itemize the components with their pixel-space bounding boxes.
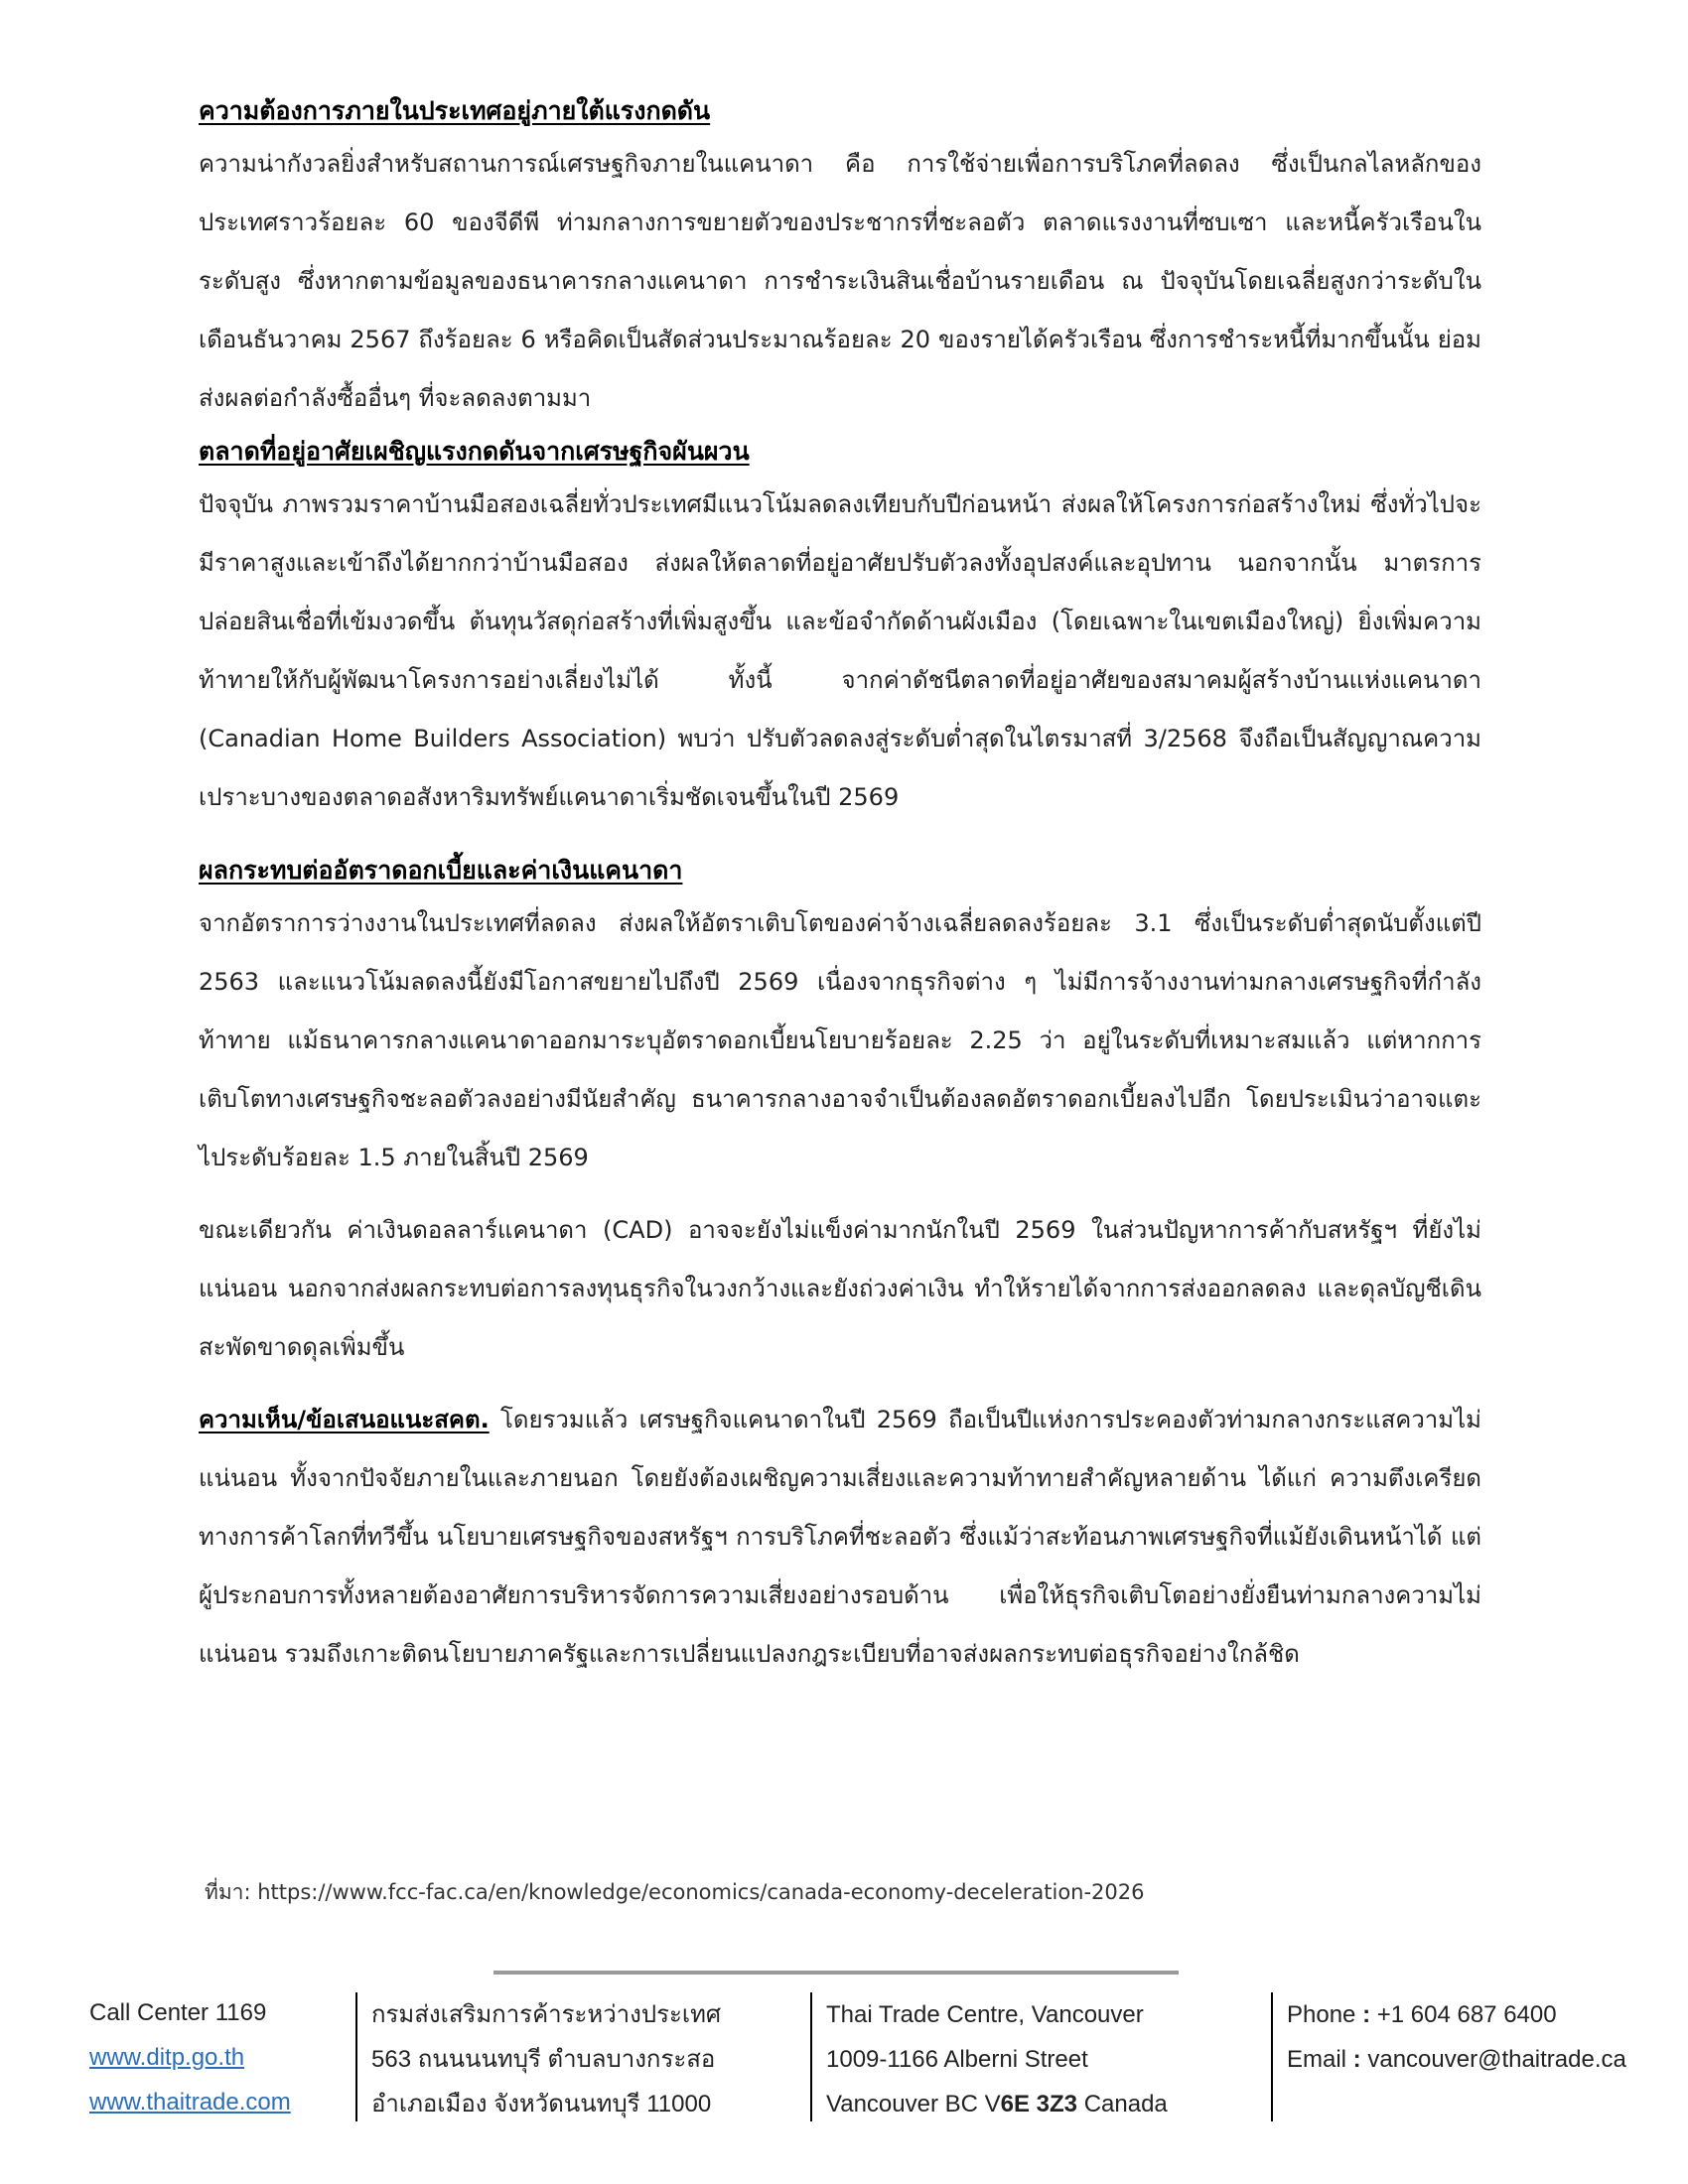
footer-contact-column: [89, 1990, 291, 2124]
phone-separator: :: [1355, 2001, 1377, 2028]
footer-vancouver-address-column: [810, 1992, 1168, 2121]
ditp-link[interactable]: www.ditp.go.th: [89, 2044, 245, 2071]
spacer: [199, 1377, 1481, 1391]
source-citation: ที่มา: https://www.fcc-fac.ca/en/knowledge/economics/canada-economy-deceleration-2026: [205, 1880, 1145, 1904]
section-heading-domestic-demand: ความต้องการภายในประเทศอยู่ภายใต้แรงกดดัน: [199, 96, 711, 125]
phone-number: +1 604 687 6400: [1376, 2001, 1557, 2028]
paragraph-domestic-demand: ความน่ากังวลยิ่งสำหรับสถานการณ์เศรษฐกิจภายในแคนาดา คือ การใช้จ่ายเพื่อการบริโภคที่ลดลง ซึ่งเป็นกลไลหลักของประเทศราวร้อยละ 60 ของจีดีพี ท่ามกลางการขยายตัวของประชากรที่ชะลอตัว ตลาดแรงงานที่ซบเซา และหนี้ครัวเรือนในระดับสูง ซึ่งหากตามข้อมูลของธนาคารกลางแคนาดา การชำระเงินสินเชื่อบ้านรายเดือน ณ ปัจจุบันโดยเฉลี่ยสูงกว่าระดับในเดือนธันวาคม 2567 ถึงร้อยละ 6 หรือคิดเป็นสัดส่วนประมาณร้อยละ 20 ของรายได้ครัวเรือน ซึ่งการชำระหนี้ที่มากขึ้นนั้น ย่อมส่งผลต่อกำลังซื้ออื่นๆ ที่จะลดลงตามมา: [199, 150, 1481, 412]
recommendation-label: ความเห็น/ข้อเสนอแนะสคต.: [199, 1406, 490, 1433]
footer-phone-email-column: [1271, 1992, 1626, 2121]
office-city-postal: [826, 2082, 1168, 2126]
ditp-address-line1: 563 ถนนนนทบุรี ตำบลบางกระสอ: [371, 2046, 716, 2073]
phone-line: [1287, 1992, 1626, 2037]
email-address[interactable]: vancouver@thaitrade.ca: [1367, 2046, 1626, 2073]
email-separator: :: [1346, 2046, 1368, 2073]
recommendation-text: โดยรวมแล้ว เศรษฐกิจแคนาดาในปี 2569 ถือเป็นปีแห่งการประคองตัวท่ามกลางกระแสความไม่แน่นอน ทั้งจากปัจจัยภายในและภายนอก โดยยังต้องเผชิญความเสี่ยงและความท้าทายสำคัญหลายด้าน ได้แก่ ความตึงเครียดทางการค้าโลกที่ทวีขึ้น นโยบายเศรษฐกิจของสหรัฐฯ การบริโภคที่ชะลอตัว ซึ่งแม้ว่าสะท้อนภาพเศรษฐกิจที่แม้ยังเดินหน้าได้ แต่ผู้ประกอบการทั้งหลายต้องอาศัยการบริหารจัดการความเสี่ยงอย่างรอบด้าน เพื่อให้ธุรกิจเติบโตอย่างยั่งยืนท่ามกลางความไม่แน่นอน รวมถึงเกาะติดนโยบายภาครัฐและการเปลี่ยนแปลงกฎระเบียบที่อาจส่งผลกระทบต่อธุรกิจอย่างใกล้ชิด: [199, 1406, 1481, 1668]
call-center: Call Center 1169: [89, 1999, 267, 2026]
page-footer: [0, 1990, 1688, 2139]
section-heading-interest-rates-currency: ผลกระทบต่ออัตราดอกเบี้ยและค่าเงินแคนาดา: [199, 856, 683, 885]
office-name: Thai Trade Centre, Vancouver: [826, 2001, 1144, 2028]
country: Canada: [1077, 2091, 1168, 2117]
document-body: [199, 87, 1481, 1684]
spacer: [199, 1187, 1481, 1201]
footer-divider: [493, 1971, 1179, 1975]
city-prefix: Vancouver BC V: [826, 2091, 1001, 2117]
office-street: 1009-1166 Alberni Street: [826, 2046, 1088, 2073]
thaitrade-link[interactable]: www.thaitrade.com: [89, 2089, 291, 2116]
spacer: [199, 827, 1481, 847]
section-heading-housing-market: ตลาดที่อยู่อาศัยเผชิญแรงกดดันจากเศรษฐกิจผันผวน: [199, 437, 750, 466]
paragraph-currency: ขณะเดียวกัน ค่าเงินดอลลาร์แคนาดา (CAD) อาจจะยังไม่แข็งค่ามากนักในปี 2569 ในส่วนปัญหาการค้ากับสหรัฐฯ ที่ยังไม่แน่นอน นอกจากส่งผลกระทบต่อการลงทุนธุรกิจในวงกว้างและยังถ่วงค่าเงิน ทำให้รายได้จากการส่งออกลดลง และดุลบัญชีเดินสะพัดขาดดุลเพิ่มขึ้น: [199, 1216, 1481, 1361]
ditp-address-line2: อำเภอเมือง จังหวัดนนทบุรี 11000: [371, 2091, 712, 2117]
phone-label: Phone: [1287, 2001, 1356, 2028]
paragraph-interest-rates: จากอัตราการว่างงานในประเทศที่ลดลง ส่งผลให้อัตราเติบโตของค่าจ้างเฉลี่ยลดลงร้อยละ 3.1 ซึ่งเป็นระดับต่ำสุดนับตั้งแต่ปี 2563 และแนวโน้มลดลงนี้ยังมีโอกาสขยายไปถึงปี 2569 เนื่องจากธุรกิจต่าง ๆ ไม่มีการจ้างงานท่ามกลางเศรษฐกิจที่กำลังท้าทาย แม้ธนาคารกลางแคนาดาออกมาระบุอัตราดอกเบี้ยนโยบายร้อยละ 2.25 ว่า อยู่ในระดับที่เหมาะสมแล้ว แต่หากการเติบโตทางเศรษฐกิจชะลอตัวลงอย่างมีนัยสำคัญ ธนาคารกลางอาจจำเป็นต้องลดอัตราดอกเบี้ยลงไปอีก โดยประเมินว่าอาจแตะไประดับร้อยละ 1.5 ภายในสิ้นปี 2569: [199, 909, 1481, 1171]
paragraph-housing-market: ปัจจุบัน ภาพรวมราคาบ้านมือสองเฉลี่ยทั่วประเทศมีแนวโน้มลดลงเทียบกับปีก่อนหน้า ส่งผลให้โครงการก่อสร้างใหม่ ซึ่งทั่วไปจะมีราคาสูงและเข้าถึงได้ยากกว่าบ้านมือสอง ส่งผลให้ตลาดที่อยู่อาศัยปรับตัวลงทั้งอุปสงค์และอุปทาน นอกจากนั้น มาตรการปล่อยสินเชื่อที่เข้มงวดขึ้น ต้นทุนวัสดุก่อสร้างที่เพิ่มสูงขึ้น และข้อจำกัดด้านผังเมือง (โดยเฉพาะในเขตเมืองใหญ่) ยิ่งเพิ่มความท้าทายให้กับผู้พัฒนาโครงการอย่างเลี่ยงไม่ได้ ทั้งนี้ จากค่าดัชนีตลาดที่อยู่อาศัยของสมาคมผู้สร้างบ้านแห่งแคนาดา (Canadian Home Builders Association) พบว่า ปรับตัวลดลงสู่ระดับต่ำสุดในไตรมาสที่ 3/2568 จึงถือเป็นสัญญาณความเปราะบางของตลาดอสังหาริมทรัพย์แคนาดาเริ่มชัดเจนขึ้นในปี 2569: [199, 490, 1481, 811]
email-label: Email: [1287, 2046, 1347, 2073]
footer-ditp-address-column: [355, 1992, 721, 2121]
postal-code: 6E 3Z3: [1000, 2091, 1078, 2117]
email-line: [1287, 2037, 1626, 2082]
ditp-name: กรมส่งเสริมการค้าระหว่างประเทศ: [371, 2001, 722, 2028]
paragraph-recommendation: [199, 1391, 1481, 1684]
